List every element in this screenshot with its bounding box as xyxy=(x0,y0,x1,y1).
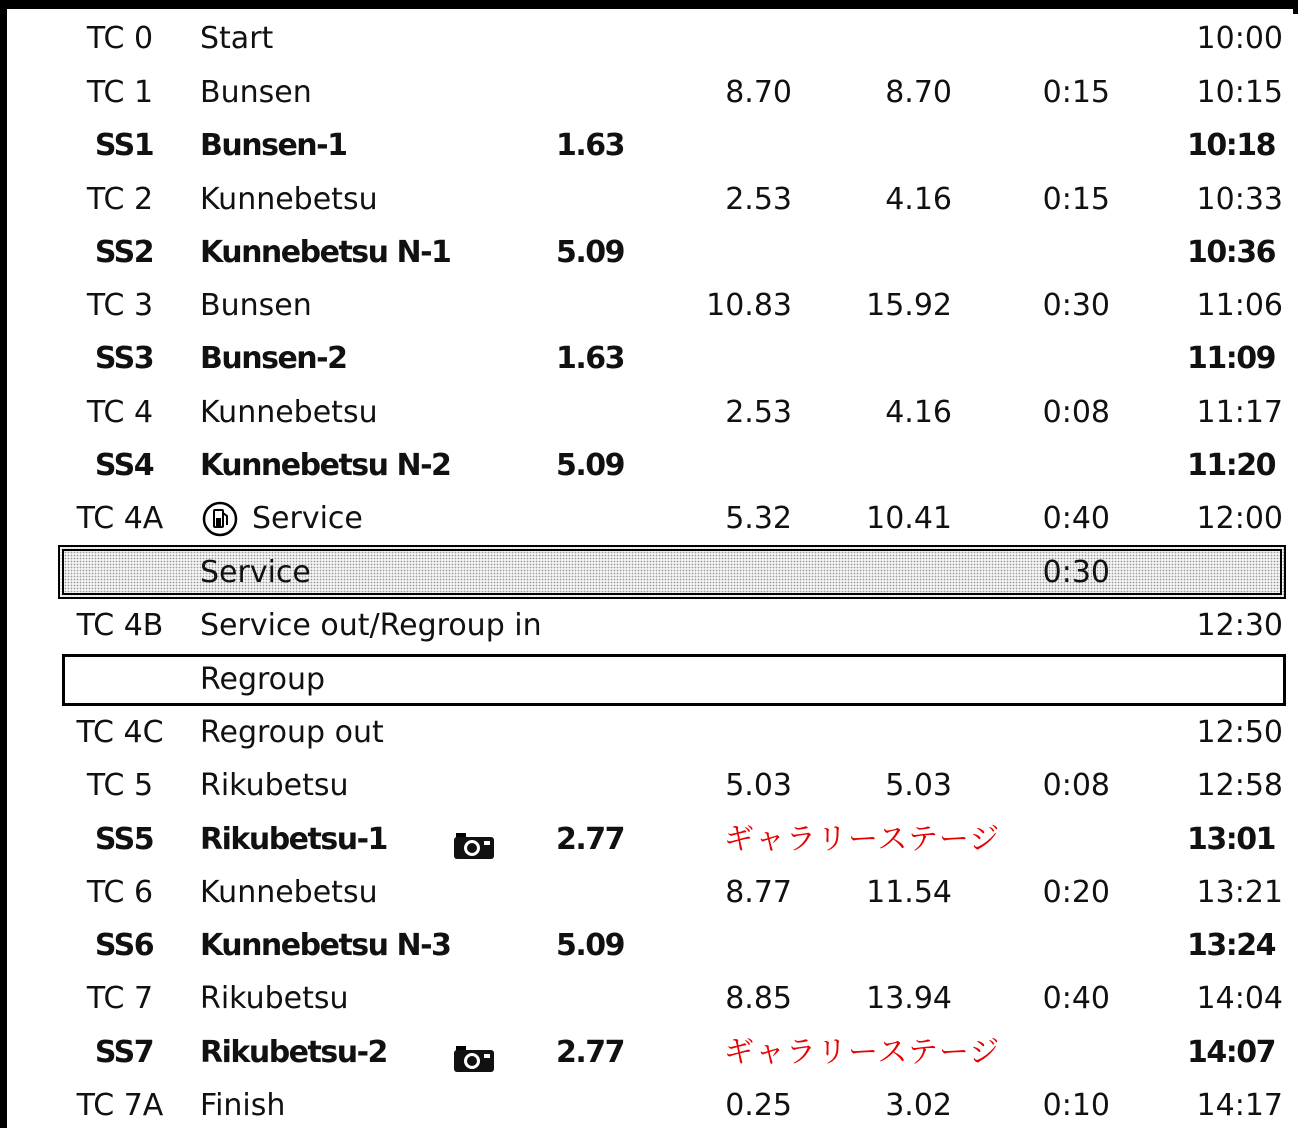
stage-distance: 2.77 xyxy=(555,822,624,857)
service-duration: 0:30 xyxy=(1042,555,1110,590)
stage-code: SS6 xyxy=(94,928,154,963)
target-time: 0:30 xyxy=(1042,288,1110,323)
start-time: 13:24 xyxy=(1187,928,1275,963)
control-code: TC 7A xyxy=(76,1088,164,1123)
due-time: 11:06 xyxy=(1196,288,1283,323)
control-code: TC 3 xyxy=(86,288,154,323)
itinerary-row-tc2 xyxy=(12,173,1294,226)
control-code: TC 4A xyxy=(76,501,164,536)
stage-name: Kunnebetsu N-3 xyxy=(200,928,451,963)
due-time: 10:00 xyxy=(1196,21,1283,56)
total-distance: 4.16 xyxy=(885,182,952,217)
stage-code: SS3 xyxy=(94,341,154,376)
due-time: 14:04 xyxy=(1196,981,1283,1016)
stage-name: Bunsen-1 xyxy=(200,128,347,163)
itinerary-row-tc6 xyxy=(12,866,1294,919)
liaison-distance: 2.53 xyxy=(725,395,792,430)
due-time: 10:33 xyxy=(1196,182,1283,217)
total-distance: 13.94 xyxy=(866,981,952,1016)
total-distance: 5.03 xyxy=(885,768,952,803)
target-time: 0:10 xyxy=(1042,1088,1110,1123)
due-time: 12:58 xyxy=(1196,768,1283,803)
itinerary-row-ss4 xyxy=(12,439,1294,492)
itinerary-row-tc3 xyxy=(12,279,1294,332)
itinerary-row-tc7a xyxy=(12,1079,1294,1132)
stage-code: SS5 xyxy=(94,822,154,857)
start-time: 10:36 xyxy=(1187,235,1275,270)
itinerary-row-ss1 xyxy=(12,119,1294,172)
gallery-stage-note: ギャラリーステージ xyxy=(724,1035,1001,1070)
due-time: 10:15 xyxy=(1196,75,1283,110)
liaison-distance: 5.03 xyxy=(725,768,792,803)
total-distance: 10.41 xyxy=(866,501,952,536)
location-name: Bunsen xyxy=(200,75,312,110)
itinerary-row-tc7 xyxy=(12,972,1294,1025)
regroup-period-row xyxy=(12,653,1294,706)
location-name: Kunnebetsu xyxy=(200,395,378,430)
target-time: 0:20 xyxy=(1042,875,1110,910)
stage-name: Bunsen-2 xyxy=(200,341,347,376)
stage-distance: 5.09 xyxy=(555,928,624,963)
liaison-distance: 2.53 xyxy=(725,182,792,217)
total-distance: 8.70 xyxy=(885,75,952,110)
total-distance: 11.54 xyxy=(866,875,952,910)
due-time: 11:17 xyxy=(1196,395,1283,430)
due-time: 14:17 xyxy=(1196,1088,1283,1123)
location-name: Finish xyxy=(200,1088,286,1123)
stage-code: SS4 xyxy=(94,448,154,483)
start-time: 11:20 xyxy=(1187,448,1275,483)
stage-name: Kunnebetsu N-2 xyxy=(200,448,451,483)
due-time: 12:30 xyxy=(1196,608,1283,643)
frame-top-border xyxy=(0,0,1298,9)
location-name: Rikubetsu xyxy=(200,981,349,1016)
liaison-distance: 10.83 xyxy=(706,288,792,323)
service-period-row xyxy=(12,546,1294,599)
regroup-label: Regroup xyxy=(200,662,326,697)
start-time: 11:09 xyxy=(1187,341,1275,376)
location-name: Service xyxy=(252,501,363,536)
control-code: TC 4C xyxy=(76,715,164,750)
location-name: Rikubetsu xyxy=(200,768,349,803)
stage-name: Rikubetsu-2 xyxy=(200,1035,387,1070)
target-time: 0:15 xyxy=(1042,182,1110,217)
liaison-distance: 8.77 xyxy=(725,875,792,910)
itinerary-row-tc1 xyxy=(12,66,1294,119)
itinerary-row-tc4 xyxy=(12,386,1294,439)
total-distance: 15.92 xyxy=(866,288,952,323)
target-time: 0:15 xyxy=(1042,75,1110,110)
frame-left-border xyxy=(0,0,7,1128)
target-time: 0:40 xyxy=(1042,981,1110,1016)
itinerary-row-ss5 xyxy=(12,813,1294,866)
itinerary-row-tc4a xyxy=(12,492,1294,545)
itinerary-row-tc4b xyxy=(12,599,1294,652)
camera-icon xyxy=(452,1038,496,1068)
stage-code: SS1 xyxy=(94,128,154,163)
liaison-distance: 8.70 xyxy=(725,75,792,110)
total-distance: 4.16 xyxy=(885,395,952,430)
itinerary-row-ss2 xyxy=(12,226,1294,279)
stage-code: SS2 xyxy=(94,235,154,270)
control-code: TC 7 xyxy=(86,981,154,1016)
start-time: 14:07 xyxy=(1187,1035,1275,1070)
liaison-distance: 0.25 xyxy=(725,1088,792,1123)
start-time: 10:18 xyxy=(1187,128,1275,163)
fuel-pump-icon xyxy=(202,501,238,537)
stage-distance: 1.63 xyxy=(555,341,624,376)
location-name: Start xyxy=(200,21,274,56)
control-code: TC 5 xyxy=(86,768,154,803)
control-code: TC 2 xyxy=(86,182,154,217)
itinerary-row-tc4c xyxy=(12,706,1294,759)
liaison-distance: 8.85 xyxy=(725,981,792,1016)
control-code: TC 1 xyxy=(86,75,154,110)
liaison-distance: 5.32 xyxy=(725,501,792,536)
target-time: 0:40 xyxy=(1042,501,1110,536)
stage-name: Kunnebetsu N-1 xyxy=(200,235,451,270)
location-name: Kunnebetsu xyxy=(200,875,378,910)
total-distance: 3.02 xyxy=(885,1088,952,1123)
control-code: TC 4B xyxy=(76,608,164,643)
stage-distance: 5.09 xyxy=(555,235,624,270)
due-time: 12:50 xyxy=(1196,715,1283,750)
target-time: 0:08 xyxy=(1042,395,1110,430)
itinerary-row-ss6 xyxy=(12,919,1294,972)
stage-distance: 1.63 xyxy=(555,128,624,163)
location-name: Service out/Regroup in xyxy=(200,608,542,643)
location-name: Bunsen xyxy=(200,288,312,323)
location-name: Kunnebetsu xyxy=(200,182,378,217)
itinerary-row-tc5 xyxy=(12,759,1294,812)
control-code: TC 0 xyxy=(86,21,154,56)
camera-icon xyxy=(452,825,496,855)
stage-code: SS7 xyxy=(94,1035,154,1070)
control-code: TC 6 xyxy=(86,875,154,910)
target-time: 0:08 xyxy=(1042,768,1110,803)
stage-distance: 2.77 xyxy=(555,1035,624,1070)
itinerary-row-ss3 xyxy=(12,332,1294,385)
due-time: 12:00 xyxy=(1196,501,1283,536)
location-name: Regroup out xyxy=(200,715,384,750)
start-time: 13:01 xyxy=(1187,822,1275,857)
due-time: 13:21 xyxy=(1196,875,1283,910)
service-label: Service xyxy=(200,555,311,590)
control-code: TC 4 xyxy=(86,395,154,430)
itinerary-row-tc0 xyxy=(12,12,1294,65)
gallery-stage-note: ギャラリーステージ xyxy=(724,822,1001,857)
itinerary-row-ss7 xyxy=(12,1026,1294,1079)
stage-distance: 5.09 xyxy=(555,448,624,483)
stage-name: Rikubetsu-1 xyxy=(200,822,387,857)
